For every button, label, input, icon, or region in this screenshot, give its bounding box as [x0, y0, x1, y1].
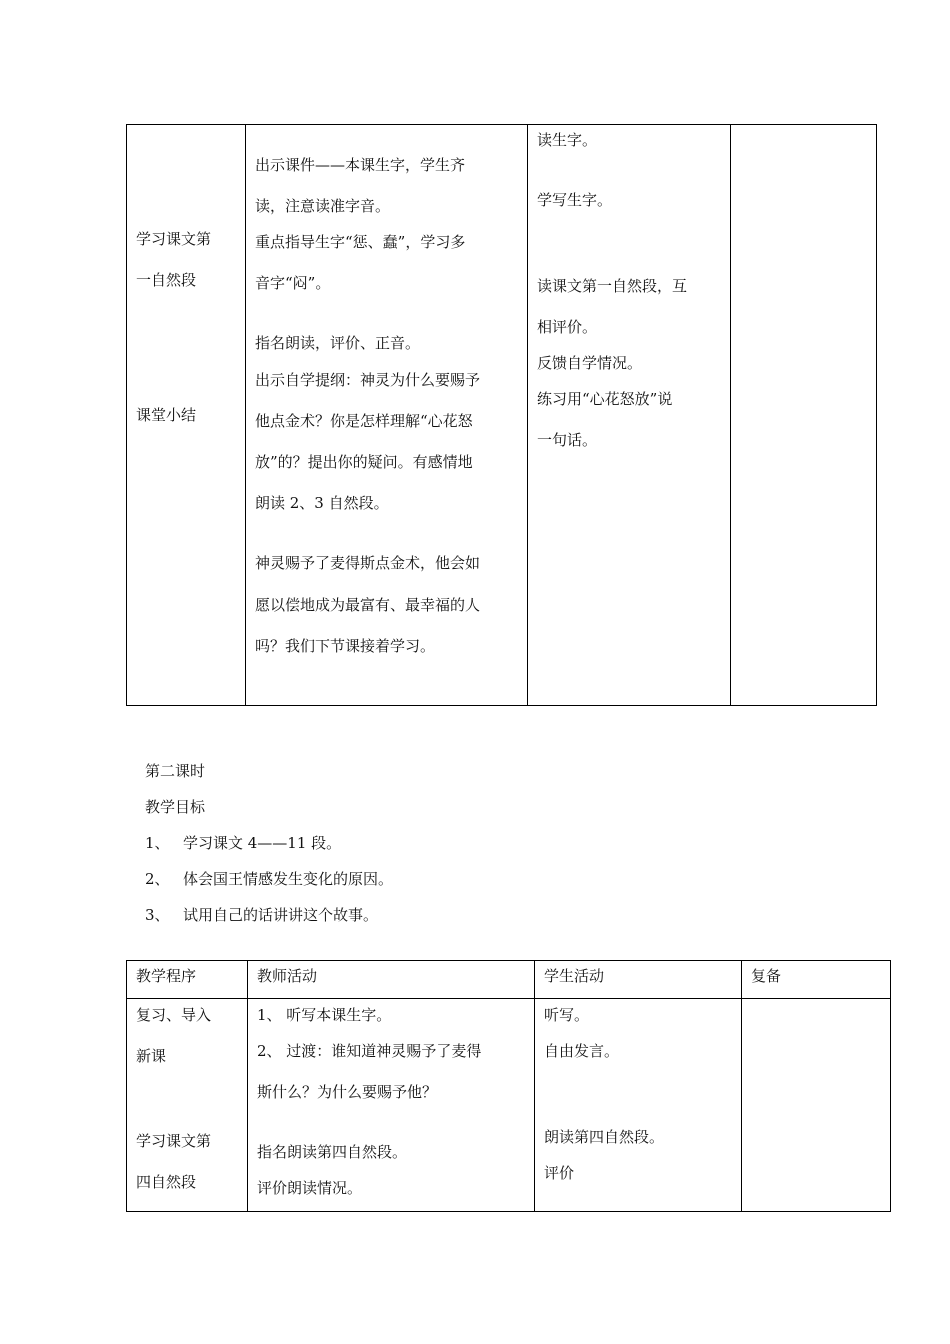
student-activity-line: 反馈自学情况。 [537, 354, 643, 372]
teacher-activity-line: 吗？我们下节课接着学习。 [255, 637, 436, 655]
table1-divider-2 [527, 124, 528, 706]
student-activity-line: 读课文第一自然段，互 [537, 277, 688, 295]
table2-header-rule [126, 998, 891, 999]
teacher-activity-line: 指名朗读，评价、正音。 [255, 334, 421, 352]
teacher-activity-line: 评价朗读情况。 [257, 1179, 363, 1197]
student-activity-line: 自由发言。 [544, 1042, 620, 1060]
table1-divider-3 [730, 124, 731, 706]
procedure-text: 新课 [136, 1047, 167, 1065]
teacher-activity-line: 放”的？提出你的疑问。有感情地 [255, 453, 473, 471]
teacher-activity-line: 1、 听写本课生字。 [257, 1006, 392, 1024]
teacher-activity-line: 指名朗读第四自然段。 [257, 1143, 408, 1161]
teacher-activity-line: 斯什么？为什么要赐予他？ [257, 1083, 438, 1101]
goal-number: 1、 [145, 834, 170, 852]
goal-text: 试用自己的话讲讲这个故事。 [183, 906, 379, 924]
teacher-activity-line: 他点金术？你是怎样理解“心花怒 [255, 412, 473, 430]
student-activity-line: 学写生字。 [537, 191, 613, 209]
student-activity-line: 相评价。 [537, 318, 598, 336]
table2-divider-3 [741, 960, 742, 1212]
table1-divider-1 [245, 124, 246, 706]
table2-divider-2 [534, 960, 535, 1212]
student-activity-line: 一句话。 [537, 431, 598, 449]
header-student-activity: 学生活动 [544, 967, 605, 985]
student-activity-line: 评价 [544, 1164, 575, 1182]
teacher-activity-line: 读，注意读准字音。 [255, 197, 391, 215]
procedure-text: 复习、导入 [136, 1006, 212, 1024]
student-activity-line: 听写。 [544, 1006, 590, 1024]
section-title: 第二课时 [145, 762, 206, 780]
goal-number: 3、 [145, 906, 170, 924]
procedure-text: 学习课文第 [136, 230, 212, 248]
teacher-activity-line: 出示课件——本课生字，学生齐 [255, 156, 466, 174]
teacher-activity-line: 重点指导生字“惩、蠢”，学习多 [255, 233, 466, 251]
goal-text: 体会国王情感发生变化的原因。 [183, 870, 394, 888]
teacher-activity-line: 愿以偿地成为最富有、最幸福的人 [255, 596, 481, 614]
goal-number: 2、 [145, 870, 170, 888]
teacher-activity-line: 2、 过渡：谁知道神灵赐予了麦得 [257, 1042, 482, 1060]
student-activity-line: 读生字。 [537, 131, 598, 149]
goals-heading: 教学目标 [145, 798, 206, 816]
student-activity-line: 练习用“心花怒放”说 [537, 390, 673, 408]
student-activity-line: 朗读第四自然段。 [544, 1128, 665, 1146]
teacher-activity-line: 朗读 2、3 自然段。 [255, 494, 389, 512]
goal-text: 学习课文 4——11 段。 [183, 834, 342, 852]
procedure-text: 四自然段 [136, 1173, 197, 1191]
teacher-activity-line: 出示自学提纲：神灵为什么要赐予 [255, 371, 481, 389]
procedure-text: 学习课文第 [136, 1132, 212, 1150]
procedure-text: 课堂小结 [136, 406, 197, 424]
header-procedure: 教学程序 [136, 967, 197, 985]
lesson-table-1 [126, 124, 877, 706]
teacher-activity-line: 音字“闷”。 [255, 274, 331, 292]
table2-divider-1 [247, 960, 248, 1212]
header-review: 复备 [751, 967, 782, 985]
header-teacher-activity: 教师活动 [257, 967, 318, 985]
procedure-text: 一自然段 [136, 271, 197, 289]
teacher-activity-line: 神灵赐予了麦得斯点金术，他会如 [255, 554, 481, 572]
